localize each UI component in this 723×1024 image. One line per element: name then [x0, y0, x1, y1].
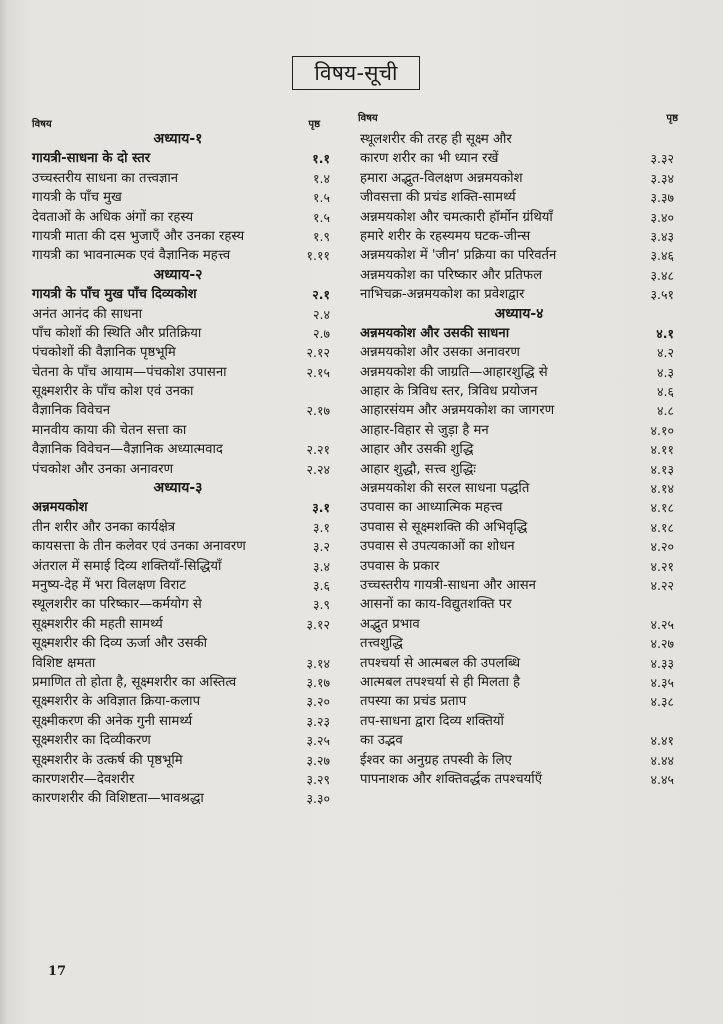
toc-entry — [360, 382, 678, 401]
entry-title: अन्नमयकोश — [32, 500, 88, 516]
toc-entry — [32, 673, 334, 692]
entry-page-number: २.१७ — [306, 403, 330, 419]
chapter-heading — [32, 130, 334, 149]
entry-title: सूक्ष्मशरीर के अविज्ञात क्रिया-कलाप — [32, 694, 201, 710]
entry-title: स्थूलशरीर का परिष्कार—कर्मयोग से — [32, 597, 202, 613]
toc-entry — [360, 343, 678, 362]
toc-entry — [32, 227, 334, 246]
entry-title: अनंत आनंद की साधना — [32, 306, 143, 322]
entry-page-number: ४.२७ — [650, 636, 674, 652]
column-header — [32, 110, 334, 130]
entry-title: आहार-विहार से जुड़ा है मन — [360, 422, 489, 438]
toc-entry — [360, 537, 678, 556]
toc-entry — [32, 692, 334, 711]
entry-title: आत्मबल तपश्चर्या से ही मिलता है — [360, 674, 521, 690]
entry-page-number: ३.१४ — [306, 655, 330, 671]
entry-title: गायत्री के पाँच मुख पाँच दिव्यकोश — [32, 287, 197, 303]
entry-page-number: ४.३३ — [650, 655, 674, 671]
entry-page-number: २.७ — [313, 325, 330, 341]
toc-entry — [32, 654, 334, 673]
toc-entry — [360, 188, 678, 207]
entry-page-number: ३.२७ — [306, 752, 330, 768]
entry-page-number: २.१ — [312, 287, 330, 303]
toc-entry — [360, 634, 678, 653]
entry-title: हमारा अद्भुत-विलक्षण अन्नमयकोश — [360, 170, 523, 186]
entry-title: तीन शरीर और उनका कार्यक्षेत्र — [32, 519, 176, 535]
toc-entry — [32, 169, 334, 188]
entry-page-number: ४.४१ — [650, 733, 674, 749]
entry-page-number: १.१ — [312, 151, 330, 167]
entry-page-number: ३.२९ — [306, 771, 330, 787]
entry-page-number: ४.११ — [650, 442, 674, 458]
toc-entry — [360, 169, 678, 188]
entry-title: उपवास का आध्यात्मिक महत्त्व — [360, 500, 503, 516]
entry-title: प्रमाणित तो होता है, सूक्ष्मशरीर का अस्तित्व — [32, 674, 237, 690]
header-page: पृष्ठ — [666, 113, 678, 124]
column-header — [360, 110, 678, 130]
entry-page-number: ३.४० — [650, 209, 674, 225]
entry-title: सूक्ष्मशरीर की महती सामर्थ्य — [32, 616, 163, 632]
entry-page-number: ४.६ — [657, 384, 674, 400]
entry-page-number: ४.२० — [650, 539, 674, 555]
entry-title: कारण शरीर का भी ध्यान रखें — [360, 151, 499, 167]
toc-left-column — [32, 110, 334, 809]
toc-entry — [360, 654, 678, 673]
entry-title: वैज्ञानिक विवेचन — [32, 403, 111, 419]
entry-title: कारणशरीर की विशिष्टता—भावश्रद्धा — [32, 791, 204, 807]
entry-title: गायत्री-साधना के दो स्तर — [32, 151, 151, 167]
entry-title: तप-साधना द्वारा दिव्य शक्तियों — [360, 713, 504, 729]
toc-entry — [360, 440, 678, 459]
entry-page-number: ३.४६ — [650, 248, 674, 264]
header-page: पृष्ठ — [308, 119, 320, 130]
page-number: 17 — [48, 964, 67, 979]
entry-title: सूक्ष्मशरीर की दिव्य ऊर्जा और उसकी — [32, 636, 208, 652]
entry-title: उपवास से उपत्यकाओं का शोधन — [360, 539, 515, 555]
entry-page-number: ४.३५ — [650, 674, 674, 690]
entry-page-number: ३.२ — [313, 539, 330, 555]
entry-page-number: ३.४८ — [650, 267, 674, 283]
entry-page-number: ४.४५ — [650, 771, 674, 787]
entry-page-number: ३.१ — [312, 500, 330, 516]
toc-entry — [32, 208, 334, 227]
toc-entry — [360, 479, 678, 498]
entry-title: अन्नमयकोश और चमत्कारी हॉर्मोन ग्रंथियाँ — [360, 209, 553, 225]
entry-title: तपस्या का प्रचंड प्रताप — [360, 694, 467, 710]
toc-entry — [360, 246, 678, 265]
toc-entry — [32, 149, 334, 168]
entry-page-number: २.२१ — [306, 442, 330, 458]
toc-entry — [32, 634, 334, 653]
toc-entry — [32, 731, 334, 750]
toc-entry — [360, 401, 678, 420]
entry-title: स्थूलशरीर की तरह ही सूक्ष्म और — [360, 132, 512, 147]
toc-entry — [360, 285, 678, 304]
toc-entry — [32, 498, 334, 517]
entry-page-number: १.५ — [313, 190, 330, 206]
entry-title: पापनाशक और शक्तिवर्द्धक तपश्चर्याएँ — [360, 771, 542, 787]
chapter-heading — [32, 266, 334, 285]
entry-page-number: ३.१७ — [306, 674, 330, 690]
entry-title: पंचकोशों की वैज्ञानिक पृष्ठभूमि — [32, 345, 176, 361]
entry-title: वैज्ञानिक विवेचन—वैज्ञानिक अध्यात्मवाद — [32, 442, 223, 458]
entry-page-number: ४.१ — [656, 325, 674, 341]
entry-page-number: ४.३ — [657, 364, 674, 380]
toc-entry — [32, 401, 334, 420]
entry-page-number: ३.१२ — [306, 616, 330, 632]
toc-entry — [32, 751, 334, 770]
toc-entry — [32, 324, 334, 343]
entry-title: मानवीय काया की चेतन सत्ता का — [32, 422, 187, 438]
page-title: विषय-सूची — [292, 56, 420, 90]
entry-page-number: ३.४३ — [650, 228, 674, 244]
entry-page-number: ३.१ — [313, 519, 330, 535]
entry-page-number: २.१५ — [306, 364, 330, 380]
toc-entry — [360, 149, 678, 168]
entry-title: नाभिचक्र-अन्नमयकोश का प्रवेशद्वार — [360, 287, 525, 303]
toc-entry — [360, 576, 678, 595]
entry-page-number: ३.३४ — [650, 170, 674, 186]
entry-page-number: ४.३८ — [650, 694, 674, 710]
entry-title: विशिष्ट क्षमता — [32, 655, 96, 671]
toc-entry — [360, 673, 678, 692]
entry-title: चेतना के पाँच आयाम—पंचकोश उपासना — [32, 364, 227, 380]
toc-entry — [360, 692, 678, 711]
toc-entry — [360, 751, 678, 770]
entry-title: उपवास से सूक्ष्मशक्ति की अभिवृद्धि — [360, 519, 528, 535]
toc-entry — [360, 595, 678, 614]
entry-page-number: १.५ — [313, 209, 330, 225]
toc-entry — [360, 130, 678, 149]
chapter-heading — [360, 305, 678, 324]
toc-entry — [32, 343, 334, 362]
entry-title: अन्नमयकोश और उसका अनावरण — [360, 345, 520, 361]
toc-entry — [32, 188, 334, 207]
toc-entry — [32, 557, 334, 576]
entry-page-number: ४.१८ — [650, 500, 674, 516]
chapter-title: अध्याय-१ — [153, 131, 203, 147]
toc-entry — [360, 498, 678, 517]
toc-list — [32, 130, 334, 809]
entry-title: अन्नमयकोश की जाग्रति—आहारशुद्धि से — [360, 364, 548, 380]
toc-entry — [360, 421, 678, 440]
entry-title: गायत्री का भावनात्मक एवं वैज्ञानिक महत्त्व — [32, 248, 231, 264]
entry-page-number: ४.८ — [657, 403, 674, 419]
toc-entry — [360, 770, 678, 789]
toc-entry — [360, 518, 678, 537]
entry-title: सूक्ष्मशरीर का दिव्यीकरण — [32, 733, 151, 749]
toc-entry — [360, 208, 678, 227]
entry-page-number: ४.२५ — [650, 616, 674, 632]
entry-title: आहार और उसकी शुद्धि — [360, 442, 474, 458]
entry-page-number: ३.९ — [313, 597, 330, 613]
entry-page-number: ४.२ — [657, 345, 674, 361]
entry-page-number: १.११ — [306, 248, 330, 264]
toc-right-column — [360, 110, 678, 789]
chapter-title: अध्याय-३ — [153, 480, 203, 497]
entry-title: गायत्री माता की दस भुजाएँ और उनका रहस्य — [32, 228, 245, 244]
entry-page-number: ३.६ — [313, 577, 330, 593]
entry-page-number: ४.१८ — [650, 519, 674, 535]
entry-page-number: ४.४४ — [650, 752, 674, 768]
toc-entry — [360, 557, 678, 576]
entry-title: मनुष्य-देह में भरा विलक्षण विराट — [32, 577, 186, 593]
entry-page-number: ४.१० — [650, 422, 674, 438]
toc-entry — [360, 615, 678, 634]
entry-title: कारणशरीर—देवशरीर — [32, 771, 135, 787]
entry-title: देवताओं के अधिक अंगों का रहस्य — [32, 209, 194, 225]
entry-title: पाँच कोशों की स्थिति और प्रतिक्रिया — [32, 325, 202, 341]
toc-entry — [32, 595, 334, 614]
toc-entry — [32, 305, 334, 324]
entry-page-number: ३.३२ — [650, 151, 674, 167]
entry-page-number: २.१२ — [306, 345, 330, 361]
entry-title: आहार शुद्धौ, सत्त्व शुद्धिः — [360, 461, 476, 477]
toc-entry — [32, 576, 334, 595]
entry-title: ईश्वर का अनुग्रह तपस्वी के लिए — [360, 752, 512, 768]
entry-title: सूक्ष्मीकरण की अनेक गुनी सामर्थ्य — [32, 713, 193, 729]
entry-title: उपवास के प्रकार — [360, 558, 440, 574]
entry-page-number: ४.१४ — [650, 481, 674, 497]
toc-entry — [32, 382, 334, 401]
header-subject: विषय — [358, 113, 378, 124]
entry-page-number: ३.३० — [306, 791, 330, 807]
entry-title: आहार के त्रिविध स्तर, त्रिविध प्रयोजन — [360, 384, 538, 400]
entry-title: अन्नमयकोश का परिष्कार और प्रतिफल — [360, 267, 543, 283]
toc-entry — [32, 460, 334, 479]
entry-title: कायसत्ता के तीन कलेवर एवं उनका अनावरण — [32, 539, 246, 555]
entry-page-number: ३.४ — [313, 558, 330, 574]
entry-title: आसनों का काय-विद्युतशक्ति पर — [360, 597, 512, 613]
toc-entry — [32, 421, 334, 440]
entry-title: का उद्भव — [360, 733, 403, 749]
toc-entry — [32, 712, 334, 731]
entry-page-number: ३.२५ — [306, 733, 330, 749]
toc-entry — [32, 440, 334, 459]
entry-title: अन्नमयकोश में 'जीन' प्रक्रिया का परिवर्तन — [360, 248, 557, 264]
entry-page-number: ३.५१ — [650, 287, 674, 303]
chapter-title: अध्याय-४ — [494, 305, 544, 322]
entry-page-number: २.४ — [313, 306, 330, 322]
toc-entry — [32, 537, 334, 556]
toc-entry — [32, 246, 334, 265]
entry-title: जीवसत्ता की प्रचंड शक्ति-सामर्थ्य — [360, 190, 516, 206]
entry-title: गायत्री के पाँच मुख — [32, 190, 122, 206]
entry-title: अद्भुत प्रभाव — [360, 616, 420, 632]
entry-title: तपश्चर्या से आत्मबल की उपलब्धि — [360, 655, 521, 671]
toc-entry — [32, 285, 334, 304]
toc-entry — [360, 227, 678, 246]
toc-entry — [360, 266, 678, 285]
entry-page-number: १.४ — [313, 170, 330, 186]
toc-entry — [360, 460, 678, 479]
entry-page-number: ३.३७ — [650, 190, 674, 206]
entry-page-number: ४.२२ — [650, 577, 674, 593]
toc-entry — [32, 770, 334, 789]
entry-title: सूक्ष्मशरीर के पाँच कोश एवं उनका — [32, 384, 194, 400]
entry-page-number: ३.२३ — [306, 713, 330, 729]
header-subject: विषय — [32, 119, 52, 130]
toc-entry — [32, 518, 334, 537]
entry-page-number: ३.२० — [306, 694, 330, 710]
toc-entry — [360, 731, 678, 750]
entry-title: अन्नमयकोश की सरल साधना पद्धति — [360, 481, 530, 497]
entry-title: अंतराल में समाई दिव्य शक्तियाँ-सिद्धियाँ — [32, 558, 222, 574]
entry-page-number: ४.१३ — [650, 461, 674, 477]
entry-title: अन्नमयकोश और उसकी साधना — [360, 325, 510, 341]
entry-title: सूक्ष्मशरीर के उत्कर्ष की पृष्ठभूमि — [32, 752, 183, 768]
toc-list — [360, 130, 678, 789]
entry-page-number: १.९ — [313, 228, 330, 244]
toc-entry — [360, 324, 678, 343]
entry-title: हमारे शरीर के रहस्यमय घटक-जीन्स — [360, 228, 531, 244]
entry-title: उच्चस्तरीय गायत्री-साधना और आसन — [360, 577, 536, 593]
entry-title: पंचकोश और उनका अनावरण — [32, 461, 173, 477]
toc-entry — [32, 363, 334, 382]
chapter-title: अध्याय-२ — [153, 266, 203, 283]
entry-title: आहारसंयम और अन्नमयकोश का जागरण — [360, 403, 555, 419]
toc-entry — [32, 789, 334, 808]
entry-page-number: ४.२१ — [650, 558, 674, 574]
entry-title: उच्चस्तरीय साधना का तत्त्वज्ञान — [32, 170, 179, 186]
toc-entry — [32, 615, 334, 634]
entry-title: तत्त्वशुद्धि — [360, 636, 403, 652]
chapter-heading — [32, 479, 334, 498]
toc-entry — [360, 363, 678, 382]
toc-entry — [360, 712, 678, 731]
entry-page-number: २.२४ — [306, 461, 330, 477]
